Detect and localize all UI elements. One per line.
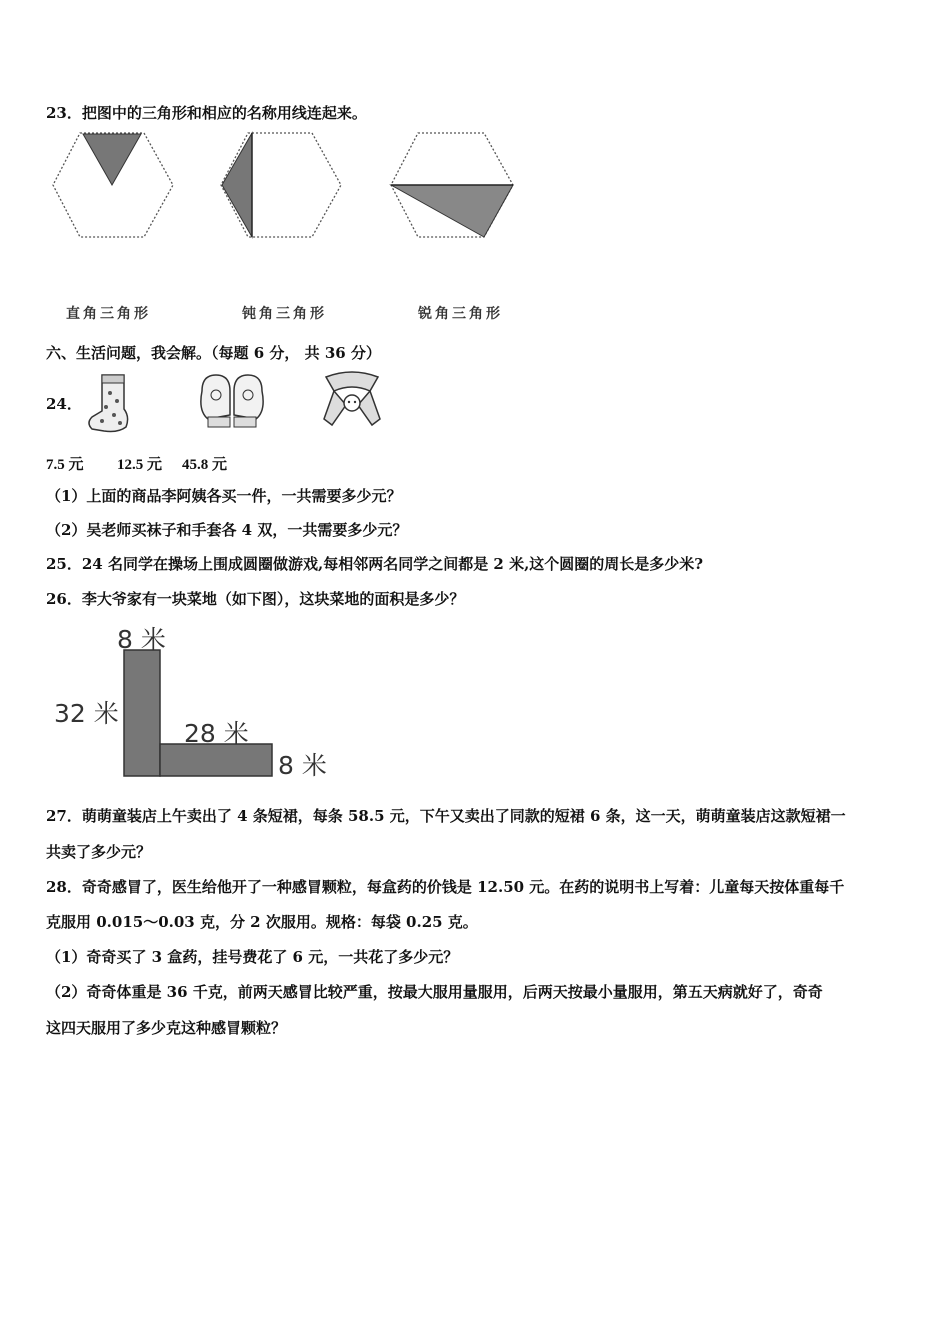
hexagon-figure-2: [218, 130, 344, 240]
dim-inner-length: 28 米: [184, 719, 249, 748]
q27-line2: 共卖了多少元？: [46, 843, 152, 861]
q28-sub2-line2: 这四天服用了多少克这种感冒颗粒？: [46, 1019, 287, 1037]
right-triangle-shape: [83, 134, 141, 185]
section6-title: 六、生活问题，我会解。（每题 6 分， 共 36 分）: [46, 344, 381, 362]
q26-text: 26．李大爷家有一块菜地（如下图），这块菜地的面积是多少？: [46, 590, 465, 608]
q24-sub1: （1）上面的商品李阿姨各买一件，一共需要多少元？: [46, 487, 402, 505]
q27-line1: 27．萌萌童装店上午卖出了 4 条短裙，每条 58.5 元，下午又卖出了同款的短裙 6 条，这一天，萌萌童装店这款短裙一: [46, 807, 846, 825]
obtuse-triangle-shape: [222, 133, 252, 237]
label-acute-triangle: 锐角三角形: [418, 306, 503, 322]
scarf-icon: [320, 369, 384, 431]
dim-left-height: 32 米: [54, 699, 119, 728]
q25-text: 25．24 名同学在操场上围成圆圈做游戏,每相邻两名同学之间都是 2 米,这个圆圈的周长是多少米?: [46, 555, 704, 573]
sock-icon: [84, 371, 140, 435]
hexagon-figure-1: [50, 130, 176, 240]
dim-top-width: 8 米: [117, 625, 166, 654]
hexagon-figure-3: [388, 130, 516, 240]
acute-triangle-shape: [391, 185, 513, 237]
q28-line1: 28．奇奇感冒了，医生给他开了一种感冒颗粒，每盒药的价钱是 12.50 元。在药的说明书上写着：儿童每天按体重每千: [46, 878, 845, 896]
q24-sub2: （2）吴老师买袜子和手套各 4 双，一共需要多少元？: [46, 521, 408, 539]
q28-sub2-line1: （2）奇奇体重是 36 千克，前两天感冒比较严重，按最大服用量服用，后两天按最小量服用，第五天病就好了，奇奇: [46, 983, 823, 1001]
dim-right-width: 8 米: [278, 751, 327, 780]
label-right-triangle: 直角三角形: [66, 306, 151, 322]
q28-line2: 克服用 0.015～0.03 克，分 2 次服用。规格：每袋 0.25 克。: [46, 913, 478, 931]
q28-sub1: （1）奇奇买了 3 盒药，挂号费花了 6 元，一共花了多少元？: [46, 948, 459, 966]
label-obtuse-triangle: 钝角三角形: [242, 306, 327, 322]
q24-number: 24．: [46, 395, 82, 413]
price-sock: 7.5 元: [46, 457, 84, 473]
price-scarf: 45.8 元: [182, 457, 228, 473]
mittens-icon: [196, 371, 268, 433]
l-shape-garden-figure: [120, 646, 276, 780]
price-mittens: 12.5 元: [117, 457, 163, 473]
q23-text: 23．把图中的三角形和相应的名称用线连起来。: [46, 104, 367, 122]
